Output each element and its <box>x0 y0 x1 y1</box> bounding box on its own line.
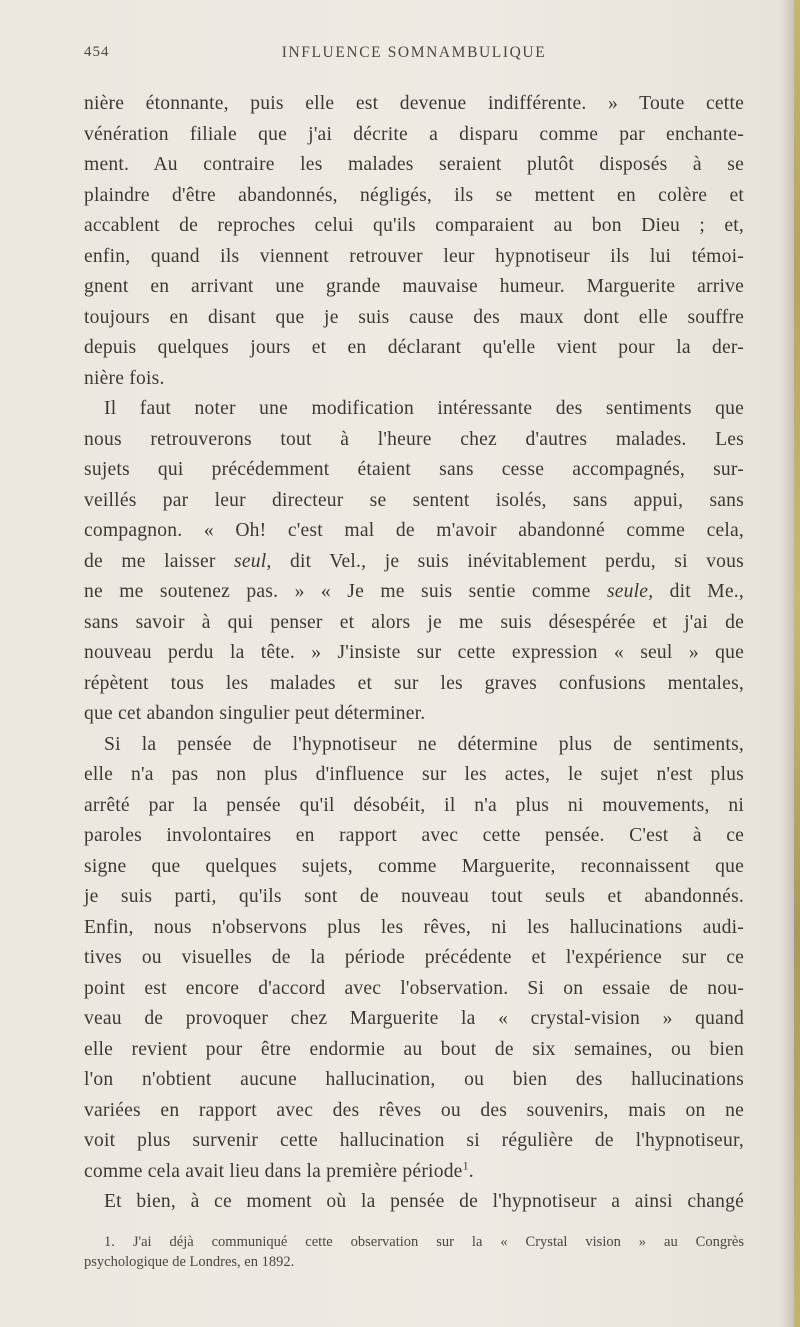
text-line: plaindre d'être abandonnés, négligés, ils se mettent en colère et <box>84 184 744 206</box>
text-line: signe que quelques sujets, comme Marguerite, reconnaissent que <box>84 855 744 877</box>
text-line: point est encore d'accord avec l'observation. Si on essaie de nou- <box>84 977 744 999</box>
body-text <box>84 89 744 1218</box>
text-line: veillés par leur directeur se sentent isolés, sans appui, sans <box>84 489 744 511</box>
paragraph-start-line: Si la pensée de l'hypnotiseur ne détermine plus de sentiments, <box>104 733 744 755</box>
text-line: gnent en arrivant une grande mauvaise humeur. Marguerite arrive <box>84 276 744 297</box>
text-line: elle revient pour être endormie au bout de six semaines, ou bien <box>84 1038 744 1060</box>
text-line: ment. Au contraire les malades seraient plutôt disposés à se <box>84 154 744 175</box>
paragraph-start-line: Et bien, à ce moment où la pensée de l'hypnotiseur a ainsi changé <box>104 1191 744 1212</box>
footnote-line: psychologique de Londres, en 1892. <box>84 1254 295 1270</box>
text-segment: ne me soutenez pas. » « Je me suis sentie comme <box>84 581 591 602</box>
text-line: accablent de reproches celui qu'ils comparaient au bon Dieu ; et, <box>84 215 744 236</box>
text-line: compagnon. « Oh! c'est mal de m'avoir abandonné comme cela, <box>84 520 744 541</box>
paragraph-start-line: Il faut noter une modification intéressante des sentiments que <box>104 398 744 419</box>
text-line: l'on n'obtient aucune hallucination, ou bien des hallucinations <box>84 1069 744 1090</box>
text-line <box>84 577 744 608</box>
text-line: toujours en disant que je suis cause des maux dont elle souffre <box>84 306 744 328</box>
text-line <box>84 547 744 578</box>
text-line <box>84 1157 744 1188</box>
text-line: nière étonnante, puis elle est devenue indifférente. » Toute cette <box>84 93 744 114</box>
footnotes <box>84 1232 744 1272</box>
text-line: arrêté par la pensée qu'il désobéit, il n'a plus ni mouvements, ni <box>84 794 744 816</box>
text-line: enfin, quand ils viennent retrouver leur hypnotiseur ils lui témoi- <box>84 245 744 267</box>
text-line: je suis parti, qu'ils sont de nouveau tout seuls et abandonnés. <box>84 886 744 907</box>
text-line: depuis quelques jours et en déclarant qu'elle vient pour la der- <box>84 337 744 358</box>
text-segment: . <box>468 1160 474 1182</box>
text-line: nous retrouverons tout à l'heure chez d'autres malades. Les <box>84 428 744 450</box>
italic-word-seul: seul, <box>234 550 272 572</box>
text-segment: de me laisser <box>84 550 216 572</box>
text-line: répètent tous les malades et sur les graves confusions mentales, <box>84 672 744 694</box>
text-line: nière fois. <box>84 367 165 389</box>
text-line: paroles involontaires en rapport avec cette pensée. C'est à ce <box>84 825 744 846</box>
text-line: veau de provoquer chez Marguerite la « crystal-vision » quand <box>84 1008 744 1029</box>
text-line: voit plus survenir cette hallucination si régulière de l'hypnotiseur, <box>84 1130 744 1151</box>
text-segment: dit Vel., je suis inévitablement perdu, si vous <box>289 550 744 572</box>
text-line: elle n'a pas non plus d'influence sur les actes, le sujet n'est plus <box>84 764 744 785</box>
text-line: que cet abandon singulier peut déterminer. <box>84 703 426 724</box>
text-line: sujets qui précédemment étaient sans cesse accompagnés, sur- <box>84 459 744 480</box>
page-number: 454 <box>84 44 110 60</box>
footnote-marker[interactable]: 1 <box>462 1157 469 1172</box>
text-line: vénération filiale que j'ai décrite a disparu comme par enchante- <box>84 123 744 145</box>
text-line: variées en rapport avec des rêves ou des souvenirs, mais on ne <box>84 1099 744 1121</box>
text-line: Enfin, nous n'observons plus les rêves, ni les hallucinations audi- <box>84 916 744 938</box>
text-segment: comme cela avait lieu dans la première période <box>84 1160 463 1182</box>
text-segment: dit Me., <box>669 581 745 602</box>
page-gilt-edge <box>794 0 800 1327</box>
text-line: tives ou visuelles de la période précédente et l'expérience sur ce <box>84 947 744 968</box>
italic-word-seule: seule, <box>606 581 654 602</box>
footnote-line: 1. J'ai déjà communiqué cette observation sur la « Crystal vision » au Congrès <box>104 1234 744 1250</box>
text-line: nouveau perdu la tête. » J'insiste sur cette expression « seul » que <box>84 642 744 663</box>
running-header <box>84 44 744 70</box>
text-line: sans savoir à qui penser et alors je me suis désespérée et j'ai de <box>84 611 744 633</box>
running-title: INFLUENCE SOMNAMBULIQUE <box>281 44 547 61</box>
